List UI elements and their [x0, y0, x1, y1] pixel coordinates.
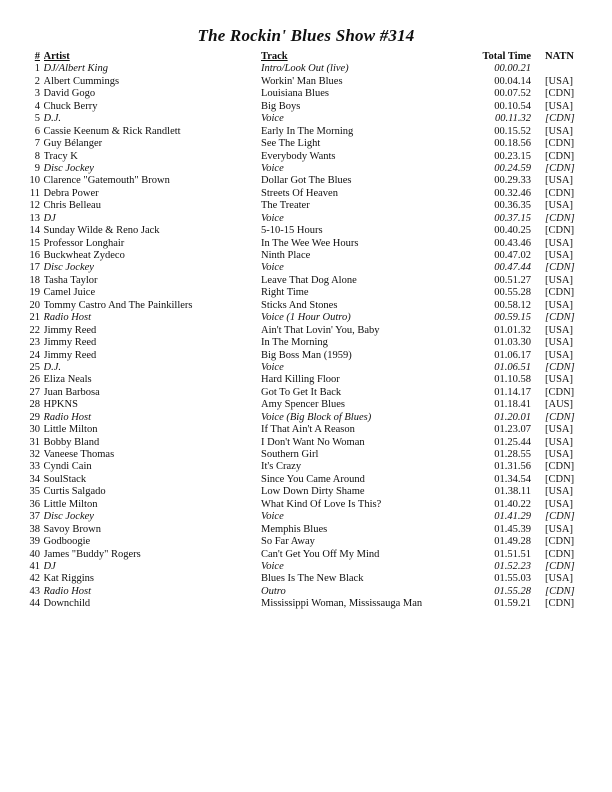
row-number-cell: 28	[29, 399, 40, 411]
natn-cell: [USA]	[545, 449, 573, 460]
track-cell: Voice	[261, 511, 284, 523]
table-row	[0, 126, 612, 138]
table-row	[0, 573, 612, 585]
row-number-cell: 40	[29, 548, 40, 560]
track-cell: Voice (1 Hour Outro)	[261, 312, 351, 324]
page-title: The Rockin' Blues Show #314	[197, 26, 415, 45]
artist-cell: Bobby Bland	[43, 436, 100, 448]
table-row	[0, 163, 612, 175]
track-cell: Streets Of Heaven	[261, 187, 338, 199]
table-row	[0, 524, 612, 536]
track-cell: In The Morning	[261, 337, 328, 349]
table-row	[0, 76, 612, 88]
table-row	[0, 412, 612, 424]
table-row	[0, 399, 612, 411]
table-row	[0, 312, 612, 324]
artist-cell: Little Milton	[43, 498, 98, 510]
table-row	[0, 275, 612, 287]
row-number-cell: 26	[29, 374, 40, 386]
track-cell: Everybody Wants	[261, 150, 336, 162]
table-row	[0, 213, 612, 225]
table-row	[0, 188, 612, 200]
total-time-cell: 01.06.51	[494, 361, 531, 373]
natn-cell: [CDN]	[545, 150, 575, 162]
total-time-cell: 00.47.44	[494, 262, 531, 274]
row-number-cell: 33	[29, 461, 40, 473]
table-row	[0, 200, 612, 212]
natn-cell: [CDN]	[545, 113, 575, 125]
total-time-cell: 00.55.28	[494, 287, 531, 299]
natn-cell: [USA]	[545, 374, 573, 386]
table-row	[0, 499, 612, 511]
natn-cell: [CDN]	[545, 473, 575, 485]
total-time-cell: 01.34.54	[494, 473, 531, 485]
header-total-time: Total Time	[482, 51, 531, 62]
table-row	[0, 101, 612, 113]
track-cell: Louisiana Blues	[261, 88, 329, 100]
artist-cell: DJ/Albert King	[43, 63, 108, 75]
track-cell: Since You Came Around	[261, 473, 365, 485]
natn-cell: [CDN]	[545, 287, 575, 299]
total-time-cell: 00.29.33	[494, 175, 531, 187]
track-cell: Big Boys	[261, 100, 301, 112]
artist-cell: Sunday Wilde & Reno Jack	[43, 225, 160, 237]
natn-cell: [CDN]	[545, 511, 575, 523]
artist-cell: Jimmy Reed	[43, 324, 97, 336]
row-number-cell: 21	[29, 312, 40, 324]
total-time-cell: 01.23.07	[494, 424, 531, 436]
track-cell: Early In The Morning	[261, 125, 354, 137]
natn-cell: [CDN]	[545, 162, 575, 174]
table-row	[0, 374, 612, 386]
track-cell: Got To Get It Back	[261, 386, 342, 398]
total-time-cell: 01.01.32	[494, 324, 531, 336]
artist-cell: Disc Jockey	[43, 162, 94, 174]
row-number-cell: 2	[34, 75, 40, 87]
row-number-cell: 23	[29, 337, 40, 349]
row-number-cell: 41	[29, 560, 40, 572]
natn-cell: [CDN]	[545, 187, 575, 199]
row-number-cell: 25	[29, 361, 40, 373]
natn-cell: [USA]	[545, 250, 573, 261]
row-number-cell: 38	[29, 523, 40, 535]
natn-cell: [USA]	[545, 349, 573, 361]
artist-cell: Radio Host	[43, 411, 92, 423]
total-time-cell: 01.41.29	[494, 511, 531, 523]
total-time-cell: 01.55.28	[494, 585, 531, 597]
track-cell: Leave That Dog Alone	[261, 274, 357, 286]
track-cell: Voice	[261, 560, 284, 572]
table-body	[0, 63, 612, 610]
artist-cell: Camel Juice	[43, 287, 96, 299]
total-time-cell: 00.24.59	[494, 162, 531, 174]
natn-cell: [USA]	[545, 486, 573, 498]
table-row	[0, 88, 612, 100]
track-cell: What Kind Of Love Is This?	[261, 498, 382, 510]
artist-cell: Eliza Neals	[43, 374, 92, 386]
artist-cell: Downchild	[43, 598, 91, 610]
track-cell: Southern Girl	[261, 449, 319, 460]
total-time-cell: 01.38.11	[494, 486, 531, 498]
table-row	[0, 486, 612, 498]
row-number-cell: 7	[34, 138, 40, 150]
table-row	[0, 175, 612, 187]
row-number-cell: 1	[34, 63, 40, 75]
natn-cell: [CDN]	[545, 88, 575, 100]
row-number-cell: 42	[29, 573, 40, 585]
artist-cell: Professor Longhair	[43, 237, 125, 249]
track-cell: 5-10-15 Hours	[261, 225, 323, 237]
table-row	[0, 325, 612, 337]
header-artist: Artist	[43, 51, 70, 62]
total-time-cell: 00.37.15	[494, 212, 531, 224]
track-cell: Hard Killing Floor	[261, 374, 340, 386]
table-row	[0, 586, 612, 598]
row-number-cell: 37	[29, 511, 40, 523]
table-row	[0, 461, 612, 473]
natn-cell: [CDN]	[545, 138, 575, 150]
total-time-cell: 00.04.14	[494, 75, 531, 87]
natn-cell: [CDN]	[545, 585, 575, 597]
table-row	[0, 300, 612, 312]
table-row	[0, 598, 612, 610]
row-number-cell: 22	[29, 324, 40, 336]
row-number-cell: 30	[29, 424, 40, 436]
table-row	[0, 337, 612, 349]
track-cell: Amy Spencer Blues	[261, 399, 345, 411]
artist-cell: Vaneese Thomas	[43, 449, 115, 460]
track-cell: Voice	[261, 361, 284, 373]
total-time-cell: 00.10.54	[494, 100, 531, 112]
artist-cell: Kat Riggins	[43, 573, 94, 585]
natn-cell: [USA]	[545, 200, 573, 212]
artist-cell: Debra Power	[43, 187, 99, 199]
natn-cell: [CDN]	[545, 262, 575, 274]
artist-cell: Chuck Berry	[43, 100, 98, 112]
total-time-cell: 00.00.21	[494, 63, 531, 75]
row-number-cell: 9	[34, 162, 40, 174]
artist-cell: Juan Barbosa	[43, 386, 100, 398]
artist-cell: Tasha Taylor	[43, 274, 98, 286]
natn-cell: [CDN]	[545, 225, 575, 237]
total-time-cell: 00.23.15	[494, 150, 531, 162]
artist-cell: D.J.	[43, 113, 61, 125]
total-time-cell: 01.55.03	[494, 573, 531, 585]
row-number-cell: 36	[29, 498, 40, 510]
row-number-cell: 4	[34, 100, 40, 112]
total-time-cell: 00.18.56	[494, 138, 531, 150]
track-cell: Workin' Man Blues	[261, 75, 343, 87]
natn-cell: [USA]	[545, 498, 573, 510]
natn-cell: [USA]	[545, 100, 573, 112]
track-cell: Voice	[261, 212, 284, 224]
artist-cell: Guy Bélanger	[43, 138, 103, 150]
natn-cell: [USA]	[545, 299, 573, 311]
artist-cell: Chris Belleau	[43, 200, 101, 212]
total-time-cell: 00.43.46	[494, 237, 531, 249]
row-number-cell: 5	[34, 113, 40, 125]
natn-cell: [CDN]	[545, 411, 575, 423]
track-cell: Mississippi Woman, Mississauga Man	[261, 598, 423, 610]
natn-cell: [CDN]	[545, 386, 575, 398]
row-number-cell: 32	[29, 449, 40, 460]
track-cell: Voice (Big Block of Blues)	[261, 411, 372, 423]
track-cell: In The Wee Wee Hours	[261, 237, 359, 249]
total-time-cell: 01.10.58	[494, 374, 531, 386]
table-row	[0, 474, 612, 486]
artist-cell: Jimmy Reed	[43, 349, 97, 361]
table-row	[0, 262, 612, 274]
natn-cell: [CDN]	[545, 536, 575, 548]
track-cell: Can't Get You Off My Mind	[261, 548, 380, 560]
total-time-cell: 01.52.23	[494, 560, 531, 572]
natn-cell: [USA]	[545, 324, 573, 336]
table-header-row	[0, 51, 612, 63]
row-number-cell: 17	[29, 262, 40, 274]
total-time-cell: 01.25.44	[494, 436, 531, 448]
natn-cell: [USA]	[545, 125, 573, 137]
row-number-cell: 24	[29, 349, 40, 361]
total-time-cell: 00.51.27	[494, 274, 531, 286]
row-number-cell: 35	[29, 486, 40, 498]
table-row	[0, 437, 612, 449]
table-row	[0, 238, 612, 250]
total-time-cell: 01.49.28	[494, 536, 531, 548]
track-cell: Sticks And Stones	[261, 299, 338, 311]
total-time-cell: 01.31.56	[494, 461, 531, 473]
artist-cell: SoulStack	[43, 473, 87, 485]
track-cell: Voice	[261, 262, 284, 274]
table-row	[0, 387, 612, 399]
artist-cell: DJ	[43, 212, 56, 224]
track-cell: If That Ain't A Reason	[261, 424, 355, 436]
table-row	[0, 63, 612, 75]
row-number-cell: 34	[29, 473, 40, 485]
track-cell: Low Down Dirty Shame	[261, 486, 365, 498]
natn-cell: [CDN]	[545, 312, 575, 324]
track-cell: Right Time	[261, 287, 309, 299]
artist-cell: Disc Jockey	[43, 511, 94, 523]
track-cell: Voice	[261, 113, 284, 125]
row-number-cell: 29	[29, 411, 40, 423]
track-cell: See The Light	[261, 138, 321, 150]
total-time-cell: 01.18.41	[494, 399, 531, 411]
artist-cell: Jimmy Reed	[43, 337, 97, 349]
track-cell: Intro/Look Out (live)	[261, 63, 349, 75]
row-number-cell: 10	[29, 175, 40, 187]
table-row	[0, 549, 612, 561]
artist-cell: Tracy K	[43, 150, 78, 162]
total-time-cell: 01.59.21	[494, 598, 531, 610]
track-cell: Big Boss Man (1959)	[261, 349, 352, 361]
row-number-cell: 3	[34, 88, 40, 100]
natn-cell: [USA]	[545, 424, 573, 436]
track-cell: Memphis Blues	[261, 523, 328, 535]
row-number-cell: 27	[29, 386, 40, 398]
total-time-cell: 01.40.22	[494, 498, 531, 510]
table-row	[0, 511, 612, 523]
total-time-cell: 01.03.30	[494, 337, 531, 349]
natn-cell: [AUS]	[545, 399, 573, 411]
header-natn: NATN	[545, 51, 574, 62]
total-time-cell: 01.14.17	[494, 386, 531, 398]
row-number-cell: 14	[29, 225, 40, 237]
total-time-cell: 00.11.32	[495, 113, 531, 125]
natn-cell: [CDN]	[545, 548, 575, 560]
natn-cell: [USA]	[545, 523, 573, 535]
row-number-cell: 43	[29, 585, 40, 597]
table-row	[0, 424, 612, 436]
table-row	[0, 449, 612, 461]
header-number: #	[34, 51, 40, 62]
total-time-cell: 00.58.12	[494, 299, 531, 311]
natn-cell: [CDN]	[545, 560, 575, 572]
natn-cell: [USA]	[545, 337, 573, 349]
natn-cell: [USA]	[545, 274, 573, 286]
table-row	[0, 138, 612, 150]
total-time-cell: 01.20.01	[494, 411, 531, 423]
artist-cell: Albert Cummings	[43, 75, 120, 87]
row-number-cell: 18	[29, 274, 40, 286]
artist-cell: James "Buddy" Rogers	[43, 548, 141, 560]
row-number-cell: 12	[29, 200, 40, 212]
artist-cell: Buckwheat Zydeco	[43, 250, 125, 261]
artist-cell: DJ	[43, 560, 56, 572]
natn-cell: [CDN]	[545, 361, 575, 373]
artist-cell: Tommy Castro And The Painkillers	[43, 299, 193, 311]
track-cell: So Far Away	[261, 536, 315, 548]
artist-cell: Clarence "Gatemouth" Brown	[43, 175, 170, 187]
total-time-cell: 01.06.17	[494, 349, 531, 361]
track-cell: Ninth Place	[261, 250, 311, 261]
artist-cell: Disc Jockey	[43, 262, 94, 274]
natn-cell: [USA]	[545, 237, 573, 249]
total-time-cell: 01.51.51	[494, 548, 531, 560]
artist-cell: David Gogo	[43, 88, 96, 100]
row-number-cell: 31	[29, 436, 40, 448]
track-cell: Dollar Got The Blues	[261, 175, 352, 187]
row-number-cell: 39	[29, 536, 40, 548]
total-time-cell: 00.32.46	[494, 187, 531, 199]
track-cell: Blues Is The New Black	[261, 573, 364, 585]
table-row	[0, 561, 612, 573]
row-number-cell: 8	[34, 150, 40, 162]
artist-cell: Little Milton	[43, 424, 98, 436]
track-cell: Outro	[261, 585, 286, 597]
table-row	[0, 362, 612, 374]
header-track: Track	[261, 51, 288, 62]
track-cell: It's Crazy	[261, 461, 302, 473]
natn-cell: [CDN]	[545, 212, 575, 224]
table-row	[0, 151, 612, 163]
natn-cell: [USA]	[545, 573, 573, 585]
total-time-cell: 00.15.52	[494, 125, 531, 137]
artist-cell: Godboogie	[43, 536, 91, 548]
total-time-cell: 00.40.25	[494, 225, 531, 237]
artist-cell: Savoy Brown	[43, 523, 101, 535]
row-number-cell: 15	[29, 237, 40, 249]
natn-cell: [USA]	[545, 175, 573, 187]
natn-cell: [CDN]	[545, 598, 575, 610]
table-row	[0, 225, 612, 237]
table-row	[0, 536, 612, 548]
artist-cell: Radio Host	[43, 312, 92, 324]
artist-cell: D.J.	[43, 361, 61, 373]
table-row	[0, 250, 612, 262]
track-cell: The Treater	[261, 200, 310, 212]
natn-cell: [USA]	[545, 75, 573, 87]
row-number-cell: 44	[29, 598, 40, 610]
natn-cell: [CDN]	[545, 461, 575, 473]
natn-cell: [USA]	[545, 436, 573, 448]
track-cell: Ain't That Lovin' You, Baby	[261, 324, 380, 336]
table-row	[0, 350, 612, 362]
total-time-cell: 00.59.15	[494, 312, 531, 324]
row-number-cell: 20	[29, 299, 40, 311]
total-time-cell: 00.07.52	[494, 88, 531, 100]
total-time-cell: 00.36.35	[494, 200, 531, 212]
total-time-cell: 01.28.55	[494, 449, 531, 460]
artist-cell: Cyndi Cain	[43, 461, 92, 473]
row-number-cell: 19	[29, 287, 40, 299]
total-time-cell: 00.47.02	[494, 250, 531, 261]
table-row	[0, 287, 612, 299]
table-row	[0, 113, 612, 125]
artist-cell: Cassie Keenum & Rick Randlett	[43, 125, 181, 137]
row-number-cell: 13	[29, 212, 40, 224]
artist-cell: HPKNS	[43, 399, 78, 411]
row-number-cell: 16	[29, 250, 40, 261]
track-cell: I Don't Want No Woman	[261, 436, 365, 448]
artist-cell: Curtis Salgado	[43, 486, 106, 498]
track-cell: Voice	[261, 162, 284, 174]
artist-cell: Radio Host	[43, 585, 92, 597]
row-number-cell: 6	[34, 125, 40, 137]
playlist-table	[0, 51, 612, 611]
row-number-cell: 11	[29, 187, 40, 199]
total-time-cell: 01.45.39	[494, 523, 531, 535]
